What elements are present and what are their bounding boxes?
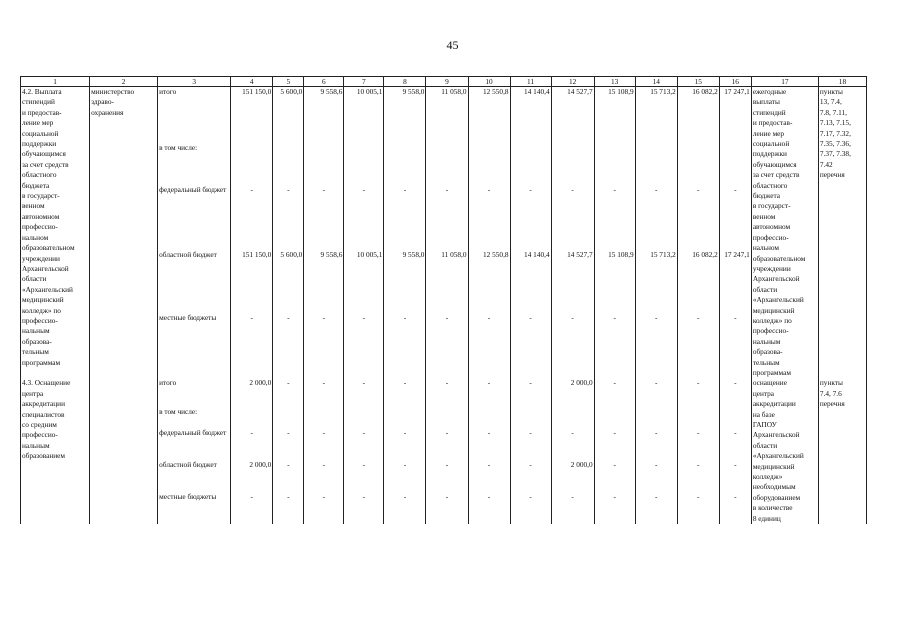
funding-value [594, 143, 635, 185]
funding-value: - [273, 378, 304, 406]
funding-value: - [273, 185, 304, 250]
expected-result-line: аккредитации [752, 399, 796, 409]
funding-value: - [426, 313, 468, 378]
funding-value: 15 713,2 [635, 250, 677, 313]
funding-value: 16 082,2 [677, 250, 719, 313]
expected-result-line: колледж» по [752, 315, 792, 325]
expected-result-line: нальном [752, 243, 780, 253]
funding-value: - [426, 378, 468, 406]
expected-result-line: профессио- [752, 232, 789, 242]
funding-value: 16 082,2 [677, 87, 719, 144]
funding-value: 2 000,0 [551, 378, 594, 406]
funding-source-label: местные бюджеты [158, 492, 231, 525]
funding-value [231, 143, 273, 185]
funding-value: - [677, 185, 719, 250]
activity-name-line: поддержки [22, 139, 57, 149]
column-number-17: 17 [751, 77, 818, 87]
funding-value: - [510, 428, 551, 460]
funding-value: - [677, 378, 719, 406]
column-number-13: 13 [594, 77, 635, 87]
expected-result-line: тельным [752, 357, 780, 367]
funding-value: - [344, 378, 384, 406]
funding-value: - [426, 428, 468, 460]
funding-value: - [719, 460, 751, 491]
funding-value [304, 407, 344, 428]
funding-value: - [677, 313, 719, 378]
funding-value: - [384, 313, 426, 378]
funding-value: 14 140,4 [510, 250, 551, 313]
expected-result-line: профессио- [752, 326, 789, 336]
activity-name-line: «Архангельский [22, 284, 73, 294]
funding-value: - [510, 460, 551, 491]
expected-result-line: медицинский [752, 305, 795, 315]
column-number-14: 14 [635, 77, 677, 87]
expected-result-line: стипендий [752, 107, 786, 117]
funding-source-label: федеральный бюджет [158, 185, 231, 250]
column-number-9: 9 [426, 77, 468, 87]
activity-name-line: тельным [22, 347, 49, 357]
funding-value: 12 550,8 [468, 87, 510, 144]
funding-source-label: областной бюджет [158, 250, 231, 313]
funding-value: - [273, 428, 304, 460]
funding-value [719, 143, 751, 185]
funding-value: - [344, 428, 384, 460]
funding-value: - [635, 185, 677, 250]
funding-value: - [231, 492, 273, 525]
funding-value: - [344, 460, 384, 491]
funding-value: - [344, 313, 384, 378]
funding-value [468, 143, 510, 185]
activity-name-line: со средним [22, 420, 57, 429]
column-number-18: 18 [818, 77, 866, 87]
column-number-4: 4 [231, 77, 273, 87]
column-number-15: 15 [677, 77, 719, 87]
funding-value: - [468, 428, 510, 460]
activity-name [21, 378, 90, 524]
funding-source-label: федеральный бюджет [158, 428, 231, 460]
funding-value [304, 143, 344, 185]
column-number-8: 8 [384, 77, 426, 87]
column-number-1: 1 [21, 77, 90, 87]
funding-source-label: местные бюджеты [158, 313, 231, 378]
funding-value: - [468, 378, 510, 406]
funding-value: 2 000,0 [231, 378, 273, 406]
activity-name-line: аккредитации [22, 399, 65, 409]
funding-value: - [510, 313, 551, 378]
activity-name-line: стипендий [22, 97, 55, 107]
funding-value: - [468, 313, 510, 378]
funding-value [594, 407, 635, 428]
funding-value: - [468, 460, 510, 491]
activity-name-line: образова- [22, 336, 52, 346]
funding-value: - [551, 313, 594, 378]
funding-value: - [635, 378, 677, 406]
executor [90, 378, 158, 524]
funding-value [510, 407, 551, 428]
funding-value: - [273, 492, 304, 525]
funding-value: - [635, 460, 677, 491]
funding-value: - [344, 492, 384, 525]
funding-value: - [677, 460, 719, 491]
funding-value: - [677, 428, 719, 460]
funding-value: 15 108,9 [594, 250, 635, 313]
activity-name-line: колледж» по [22, 305, 61, 315]
expected-result-line: ГАПОУ [752, 420, 777, 429]
funding-value: - [719, 378, 751, 406]
funding-value [231, 407, 273, 428]
funding-value: - [468, 185, 510, 250]
funding-value: 2 000,0 [231, 460, 273, 491]
expected-result-line: в количестве [752, 503, 793, 513]
funding-value: - [635, 313, 677, 378]
indicator-points-line: перечня [819, 399, 845, 409]
funding-value [635, 143, 677, 185]
expected-result [751, 378, 818, 524]
indicator-points-line: 7.35, 7.36, [819, 139, 851, 149]
funding-value: - [273, 460, 304, 491]
expected-result-line: «Архангельский [752, 451, 804, 461]
expected-result-line: Архангельской [752, 274, 800, 284]
expected-result-line: области [752, 284, 778, 294]
column-number-2: 2 [90, 77, 158, 87]
activity-name-line: социальной [22, 128, 59, 138]
funding-value: 15 108,9 [594, 87, 635, 144]
funding-value: - [594, 185, 635, 250]
funding-value: - [426, 185, 468, 250]
activity-name-line: областного [22, 170, 57, 180]
activity-name-line: за счет средств [22, 159, 69, 169]
funding-value [426, 143, 468, 185]
funding-value [426, 407, 468, 428]
indicator-points-line: пункты [819, 378, 843, 388]
funding-value: 14 527,7 [551, 250, 594, 313]
column-number-16: 16 [719, 77, 751, 87]
activity-name-line: ление мер [22, 118, 54, 128]
funding-value: - [304, 185, 344, 250]
funding-value [273, 143, 304, 185]
expected-result-line: образова- [752, 347, 783, 357]
activity-name-line: нальном [22, 232, 49, 242]
funding-source-label: в том числе: [158, 143, 231, 185]
funding-value: - [594, 492, 635, 525]
expected-result-line: колледж» [752, 472, 783, 482]
activity-name-line: обучающимся [22, 149, 66, 159]
funding-source-label: в том числе: [158, 407, 231, 428]
funding-source-label: итого [158, 378, 231, 406]
expected-result-line: области [752, 440, 778, 450]
expected-result-line: необходимым [752, 482, 796, 492]
funding-value [344, 407, 384, 428]
funding-value: 151 150,0 [231, 87, 273, 144]
funding-value [384, 143, 426, 185]
expected-result-line: Архангельской [752, 430, 800, 440]
expected-result-line: автономном [752, 222, 791, 232]
funding-value: - [426, 460, 468, 491]
funding-value: 12 550,8 [468, 250, 510, 313]
funding-value [551, 407, 594, 428]
expected-result-line: «Архангельский [752, 295, 804, 305]
expected-result-line: обучающимся [752, 159, 797, 169]
indicator-points-line: перечня [819, 170, 845, 180]
activity-name-line: автономном [22, 211, 60, 221]
activity-name-line: 4.2. Выплата [22, 87, 62, 96]
expected-result-line: нальным [752, 336, 781, 346]
activity-name-line: нальным [22, 440, 50, 450]
funding-value [677, 407, 719, 428]
funding-value: - [384, 185, 426, 250]
funding-value: - [344, 185, 384, 250]
activity-name-line: нальным [22, 326, 50, 336]
column-number-6: 6 [304, 77, 344, 87]
indicator-points-line: 7.42 [819, 159, 833, 169]
activity-name-line: профессио- [22, 315, 58, 325]
activity-name-line: образовательном [22, 243, 75, 253]
expected-result-line: венном [752, 211, 776, 221]
expected-result-line: учреждении [752, 263, 791, 273]
funding-value: - [384, 378, 426, 406]
funding-value: 17 247,1 [719, 87, 751, 144]
indicator-points-line: 13, 7.4, [819, 97, 842, 107]
funding-value: 10 005,1 [344, 87, 384, 144]
funding-value [384, 407, 426, 428]
funding-value [344, 143, 384, 185]
executor-line: министерство [91, 87, 135, 96]
activity-name-line: профессио- [22, 430, 58, 440]
column-number-7: 7 [344, 77, 384, 87]
executor-line: здраво- [91, 97, 114, 107]
expected-result-line: оснащение [752, 378, 787, 388]
expected-result-line: и предостав- [752, 118, 793, 128]
funding-value [635, 407, 677, 428]
column-number-11: 11 [510, 77, 551, 87]
expected-result-line: в государст- [752, 201, 791, 211]
funding-value [273, 407, 304, 428]
funding-value: - [635, 492, 677, 525]
funding-value [719, 407, 751, 428]
expected-result [751, 87, 818, 379]
activity-name-line: в государст- [22, 191, 60, 201]
funding-value: - [468, 492, 510, 525]
funding-value: 11 058,0 [426, 87, 468, 144]
expected-result-line: образовательном [752, 253, 806, 263]
funding-value: - [719, 492, 751, 525]
funding-value: 5 600,0 [273, 250, 304, 313]
indicator-points-line: 7.13, 7.15, [819, 118, 851, 128]
column-numbers-row [21, 77, 867, 87]
funding-value: 2 000,0 [551, 460, 594, 491]
column-number-3: 3 [158, 77, 231, 87]
column-number-10: 10 [468, 77, 510, 87]
indicator-points-line: 7.8, 7.11, [819, 107, 847, 117]
funding-value: - [304, 378, 344, 406]
expected-result-line: центра [752, 388, 775, 398]
funding-value: 14 527,7 [551, 87, 594, 144]
funding-value: - [304, 460, 344, 491]
funding-value: - [304, 492, 344, 525]
funding-value: - [231, 313, 273, 378]
funding-value: 9 558,0 [384, 250, 426, 313]
funding-value: - [594, 313, 635, 378]
activity-name-line: медицинский [22, 295, 64, 305]
funding-value: - [231, 428, 273, 460]
funding-value: - [719, 428, 751, 460]
activity-name-line: образованием [22, 451, 65, 461]
funding-value: 9 558,0 [384, 87, 426, 144]
funding-value: 9 558,6 [304, 250, 344, 313]
funding-value: - [384, 460, 426, 491]
funding-value [510, 143, 551, 185]
indicator-points [818, 378, 866, 524]
funding-value: - [719, 185, 751, 250]
activity-name-line: программам [22, 357, 61, 367]
funding-value: - [273, 313, 304, 378]
funding-value: - [719, 313, 751, 378]
indicator-points [818, 87, 866, 379]
funding-value: - [551, 492, 594, 525]
indicator-points-line: 7.4, 7.6 [819, 388, 842, 398]
funding-value: 9 558,6 [304, 87, 344, 144]
funding-value: - [510, 378, 551, 406]
activity-name [21, 87, 90, 379]
funding-value: - [510, 492, 551, 525]
expected-result-line: социальной [752, 139, 790, 149]
expected-result-line: оборудованием [752, 492, 801, 502]
funding-value: 10 005,1 [344, 250, 384, 313]
funding-source-label: итого [158, 87, 231, 144]
activity-name-line: профессио- [22, 222, 58, 232]
funding-value: - [384, 492, 426, 525]
indicator-points-line: 7.17, 7.32, [819, 128, 851, 138]
table-row [21, 87, 867, 144]
funding-value: - [551, 185, 594, 250]
expected-result-line: программам [752, 367, 791, 377]
funding-value: - [304, 313, 344, 378]
expected-result-line: за счет средств [752, 170, 800, 180]
funding-value: 5 600,0 [273, 87, 304, 144]
funding-value [551, 143, 594, 185]
activity-name-line: венном [22, 201, 45, 211]
funding-value: - [304, 428, 344, 460]
funding-value: 17 247,1 [719, 250, 751, 313]
program-table [20, 76, 867, 524]
expected-result-line: на базе [752, 409, 775, 419]
activity-name-line: 4.3. Оснащение [22, 378, 71, 388]
column-number-12: 12 [551, 77, 594, 87]
funding-value: - [231, 185, 273, 250]
funding-value: - [510, 185, 551, 250]
indicator-points-line: пункты [819, 87, 843, 96]
expected-result-line: медицинский [752, 461, 795, 471]
expected-result-line: 8 единиц [752, 513, 781, 523]
funding-value [468, 407, 510, 428]
funding-value: 11 058,0 [426, 250, 468, 313]
funding-value: - [677, 492, 719, 525]
expected-result-line: выплаты [752, 97, 780, 107]
funding-value: - [551, 428, 594, 460]
activity-name-line: специалистов [22, 409, 65, 419]
funding-value: - [594, 460, 635, 491]
funding-value: - [635, 428, 677, 460]
funding-value: - [594, 378, 635, 406]
indicator-points-line: 7.37, 7.38, [819, 149, 851, 159]
funding-value: - [594, 428, 635, 460]
activity-name-line: учреждении [22, 253, 60, 263]
activity-name-line: Архангельской [22, 263, 69, 273]
funding-value: 14 140,4 [510, 87, 551, 144]
funding-value: - [426, 492, 468, 525]
funding-value: 15 713,2 [635, 87, 677, 144]
expected-result-line: бюджета [752, 191, 781, 201]
page-number: 45 [446, 38, 459, 52]
funding-value: 151 150,0 [231, 250, 273, 313]
table-row [21, 378, 867, 406]
expected-result-line: ление мер [752, 128, 785, 138]
expected-result-line: областного [752, 180, 788, 190]
funding-value: - [384, 428, 426, 460]
expected-result-line: поддержки [752, 149, 787, 159]
funding-value [677, 143, 719, 185]
expected-result-line: ежегодные [752, 87, 787, 96]
activity-name-line: центра [22, 388, 44, 398]
executor-line: охранения [91, 107, 124, 117]
executor [90, 87, 158, 379]
activity-name-line: и предостав- [22, 107, 62, 117]
funding-source-label: областной бюджет [158, 460, 231, 491]
activity-name-line: бюджета [22, 180, 50, 190]
activity-name-line: области [22, 274, 47, 284]
column-number-5: 5 [273, 77, 304, 87]
